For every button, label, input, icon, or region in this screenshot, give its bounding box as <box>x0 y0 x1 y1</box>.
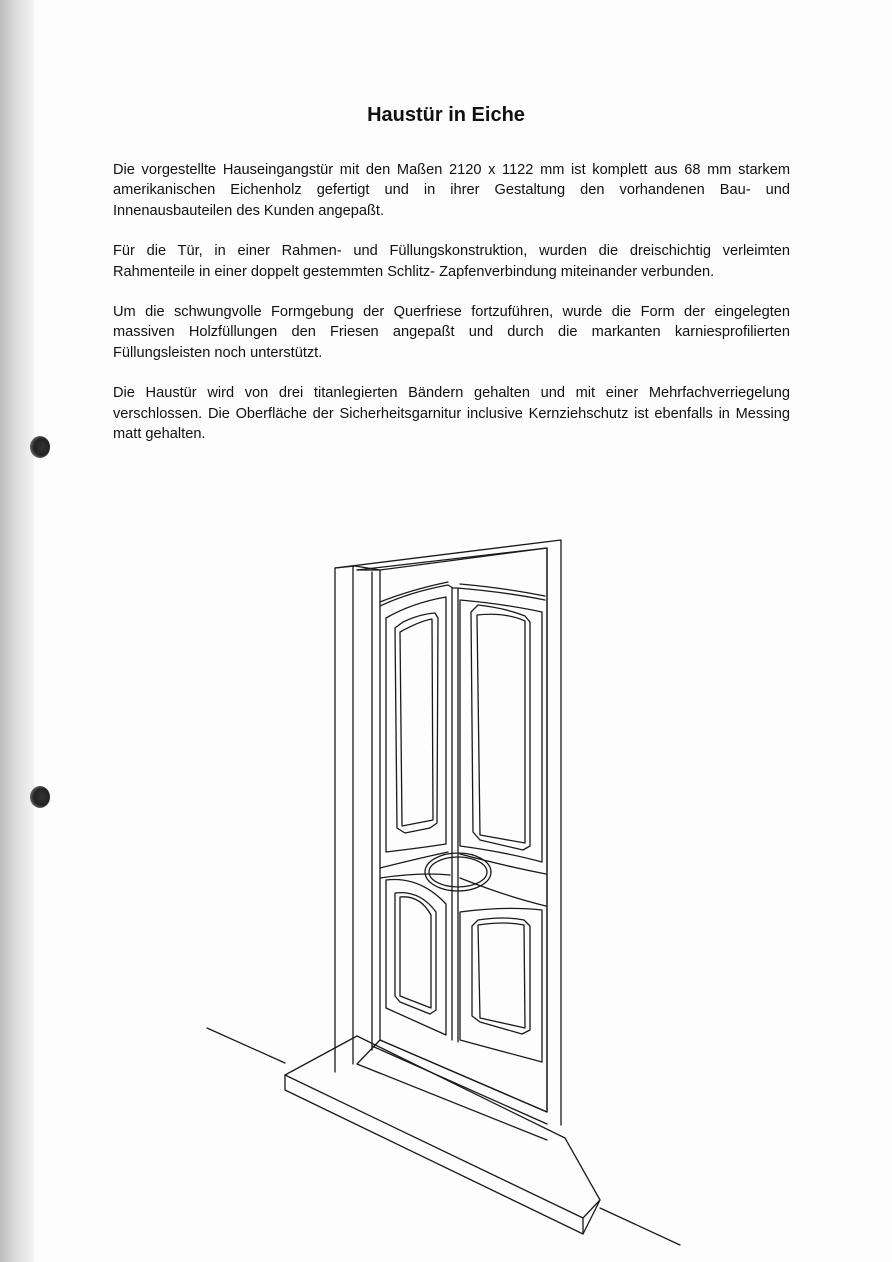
page-title: Haustür in Eiche <box>367 104 525 126</box>
center-stile <box>452 588 458 1042</box>
bottom-rail <box>372 1040 547 1124</box>
paragraph-hardware: Die Haustür wird von drei titanlegierten Bändern gehalten und mit einer Mehrfachverriegelung verschlossen. Die Oberfläche der Sicherheitsgarnitur inclusive Kernziehschutz ist ebenfalls in Messing matt gehalten. <box>113 385 790 443</box>
paragraph-panels: Um die schwungvolle Formgebung der Querfriese fortzuführen, wurde die Form der eingelegten massiven Holzfüllungen den Friesen angepaßt und durch die markanten karniesprofilierten Füllungsleisten noch unterstützt. <box>113 304 790 361</box>
door-frame-outer <box>335 540 561 1125</box>
top-rail <box>380 585 545 606</box>
floor-line <box>207 1028 680 1245</box>
paragraph-construction: Für die Tür, in einer Rahmen- und Füllungskonstruktion, wurden die dreischichtig verleimten Rahmenteile in einer doppelt gestemmten Schlitz- Zapfenverbindung miteinander verbunden. <box>113 243 790 280</box>
paragraph-dimensions: Die vorgestellte Hauseingangstür mit den Maßen 2120 x 1122 mm ist komplett aus 68 mm starkem amerikanischen Eichenholz gefertigt und in ihrer Gestaltung den vorhandenen Bau- und Innenausbauteilen des Kunden angepaßt. <box>113 162 790 219</box>
middle-rail <box>380 852 546 906</box>
threshold-step <box>285 1036 600 1234</box>
